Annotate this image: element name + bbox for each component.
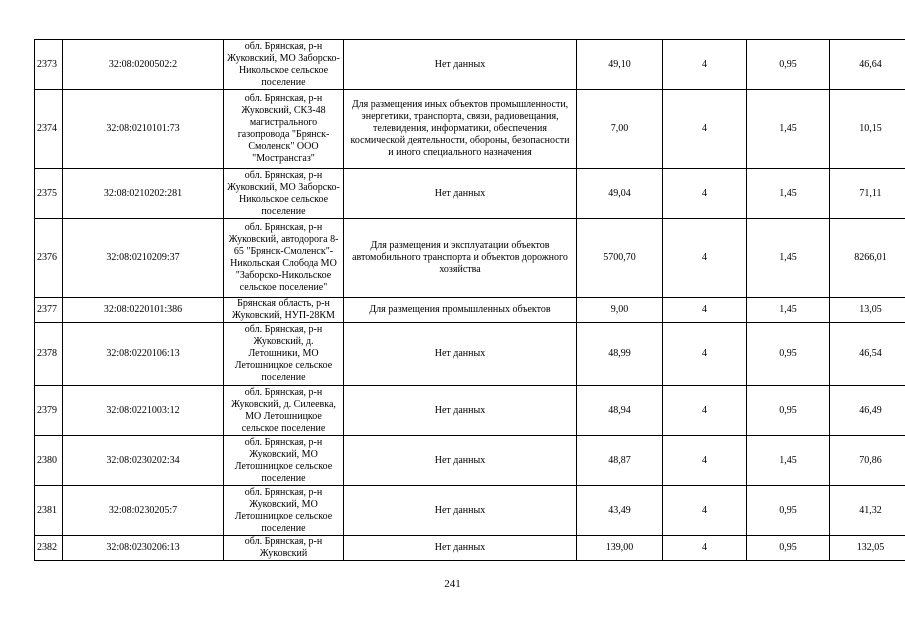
cell-address: Брянская область, р-н Жуковский, НУП-28КМ (224, 298, 344, 323)
cell-value: 132,05 (830, 536, 905, 561)
cell-address: обл. Брянская, р-н Жуковский, автодорога 8-65 "Брянск-Смоленск"-Никольская Слобода МО "Заборско-Никольское сельское поселение" (224, 219, 344, 298)
cell-purpose: Нет данных (344, 169, 577, 219)
cell-coefficient: 0,95 (747, 536, 830, 561)
cell-area: 139,00 (577, 536, 663, 561)
cell-area: 7,00 (577, 90, 663, 169)
cell-row-number: 2374 (35, 90, 63, 169)
cell-purpose: Для размещения промышленных объектов (344, 298, 577, 323)
cell-purpose: Для размещения и эксплуатации объектов автомобильного транспорта и объектов дорожного хозяйства (344, 219, 577, 298)
cell-cadastral-number: 32:08:0200502:2 (63, 40, 224, 90)
cell-value: 46,64 (830, 40, 905, 90)
cell-coefficient: 0,95 (747, 486, 830, 536)
table-row (35, 323, 905, 386)
cell-row-number: 2376 (35, 219, 63, 298)
cell-group: 4 (663, 323, 747, 386)
table-row (35, 169, 905, 219)
cell-cadastral-number: 32:08:0220106:13 (63, 323, 224, 386)
cell-purpose: Нет данных (344, 536, 577, 561)
cell-address: обл. Брянская, р-н Жуковский, д. Летошники, МО Летошницкое сельское поселение (224, 323, 344, 386)
cell-cadastral-number: 32:08:0210209:37 (63, 219, 224, 298)
cell-address: обл. Брянская, р-н Жуковский, МО Летошницкое сельское поселение (224, 486, 344, 536)
cell-value: 13,05 (830, 298, 905, 323)
table-row (35, 486, 905, 536)
cell-address: обл. Брянская, р-н Жуковский, МО Заборско-Никольское сельское поселение (224, 169, 344, 219)
cell-group: 4 (663, 219, 747, 298)
cell-group: 4 (663, 169, 747, 219)
cell-coefficient: 0,95 (747, 386, 830, 436)
cell-value: 10,15 (830, 90, 905, 169)
cell-group: 4 (663, 486, 747, 536)
cell-row-number: 2380 (35, 436, 63, 486)
cell-coefficient: 1,45 (747, 169, 830, 219)
cell-purpose: Нет данных (344, 40, 577, 90)
cell-coefficient: 1,45 (747, 90, 830, 169)
cell-row-number: 2375 (35, 169, 63, 219)
cell-area: 48,87 (577, 436, 663, 486)
cell-value: 46,49 (830, 386, 905, 436)
cell-cadastral-number: 32:08:0220101:386 (63, 298, 224, 323)
cell-cadastral-number: 32:08:0230205:7 (63, 486, 224, 536)
cell-coefficient: 0,95 (747, 323, 830, 386)
cell-coefficient: 1,45 (747, 219, 830, 298)
cell-area: 48,94 (577, 386, 663, 436)
table-row (35, 90, 905, 169)
cell-area: 43,49 (577, 486, 663, 536)
cell-address: обл. Брянская, р-н Жуковский, МО Летошницкое сельское поселение (224, 436, 344, 486)
table-row (35, 219, 905, 298)
cell-row-number: 2377 (35, 298, 63, 323)
cell-value: 46,54 (830, 323, 905, 386)
cell-group: 4 (663, 436, 747, 486)
cell-purpose: Нет данных (344, 323, 577, 386)
cell-row-number: 2379 (35, 386, 63, 436)
cell-group: 4 (663, 298, 747, 323)
cell-cadastral-number: 32:08:0221003:12 (63, 386, 224, 436)
table-row (35, 40, 905, 90)
cell-value: 70,86 (830, 436, 905, 486)
cadastral-table (34, 39, 905, 561)
cell-purpose: Нет данных (344, 386, 577, 436)
table-row (35, 436, 905, 486)
cell-coefficient: 0,95 (747, 40, 830, 90)
cell-area: 49,04 (577, 169, 663, 219)
cell-purpose: Нет данных (344, 486, 577, 536)
table-row (35, 298, 905, 323)
cell-cadastral-number: 32:08:0230202:34 (63, 436, 224, 486)
cell-address: обл. Брянская, р-н Жуковский, СКЗ-48 магистрального газопровода "Брянск-Смоленск" ООО "Мострансгаз" (224, 90, 344, 169)
cell-row-number: 2382 (35, 536, 63, 561)
cell-value: 41,32 (830, 486, 905, 536)
cell-value: 8266,01 (830, 219, 905, 298)
table-row (35, 386, 905, 436)
cell-area: 48,99 (577, 323, 663, 386)
cell-value: 71,11 (830, 169, 905, 219)
cell-group: 4 (663, 90, 747, 169)
cell-cadastral-number: 32:08:0230206:13 (63, 536, 224, 561)
cell-row-number: 2381 (35, 486, 63, 536)
cell-area: 9,00 (577, 298, 663, 323)
page-number: 241 (444, 578, 461, 590)
cell-row-number: 2373 (35, 40, 63, 90)
cell-group: 4 (663, 536, 747, 561)
cell-coefficient: 1,45 (747, 298, 830, 323)
cell-purpose: Для размещения иных объектов промышленности, энергетики, транспорта, связи, радиовещания, телевидения, информатики, обеспечения космической деятельности, обороны, безопасности и иного специального назначения (344, 90, 577, 169)
cell-address: обл. Брянская, р-н Жуковский, МО Заборско-Никольское сельское поселение (224, 40, 344, 90)
cell-area: 5700,70 (577, 219, 663, 298)
cell-row-number: 2378 (35, 323, 63, 386)
cell-coefficient: 1,45 (747, 436, 830, 486)
cell-cadastral-number: 32:08:0210101:73 (63, 90, 224, 169)
cell-address: обл. Брянская, р-н Жуковский (224, 536, 344, 561)
cell-group: 4 (663, 386, 747, 436)
cell-cadastral-number: 32:08:0210202:281 (63, 169, 224, 219)
cell-group: 4 (663, 40, 747, 90)
cell-purpose: Нет данных (344, 436, 577, 486)
cell-area: 49,10 (577, 40, 663, 90)
table-row (35, 536, 905, 561)
cell-address: обл. Брянская, р-н Жуковский, д. Силеевка, МО Летошницкое сельское поселение (224, 386, 344, 436)
